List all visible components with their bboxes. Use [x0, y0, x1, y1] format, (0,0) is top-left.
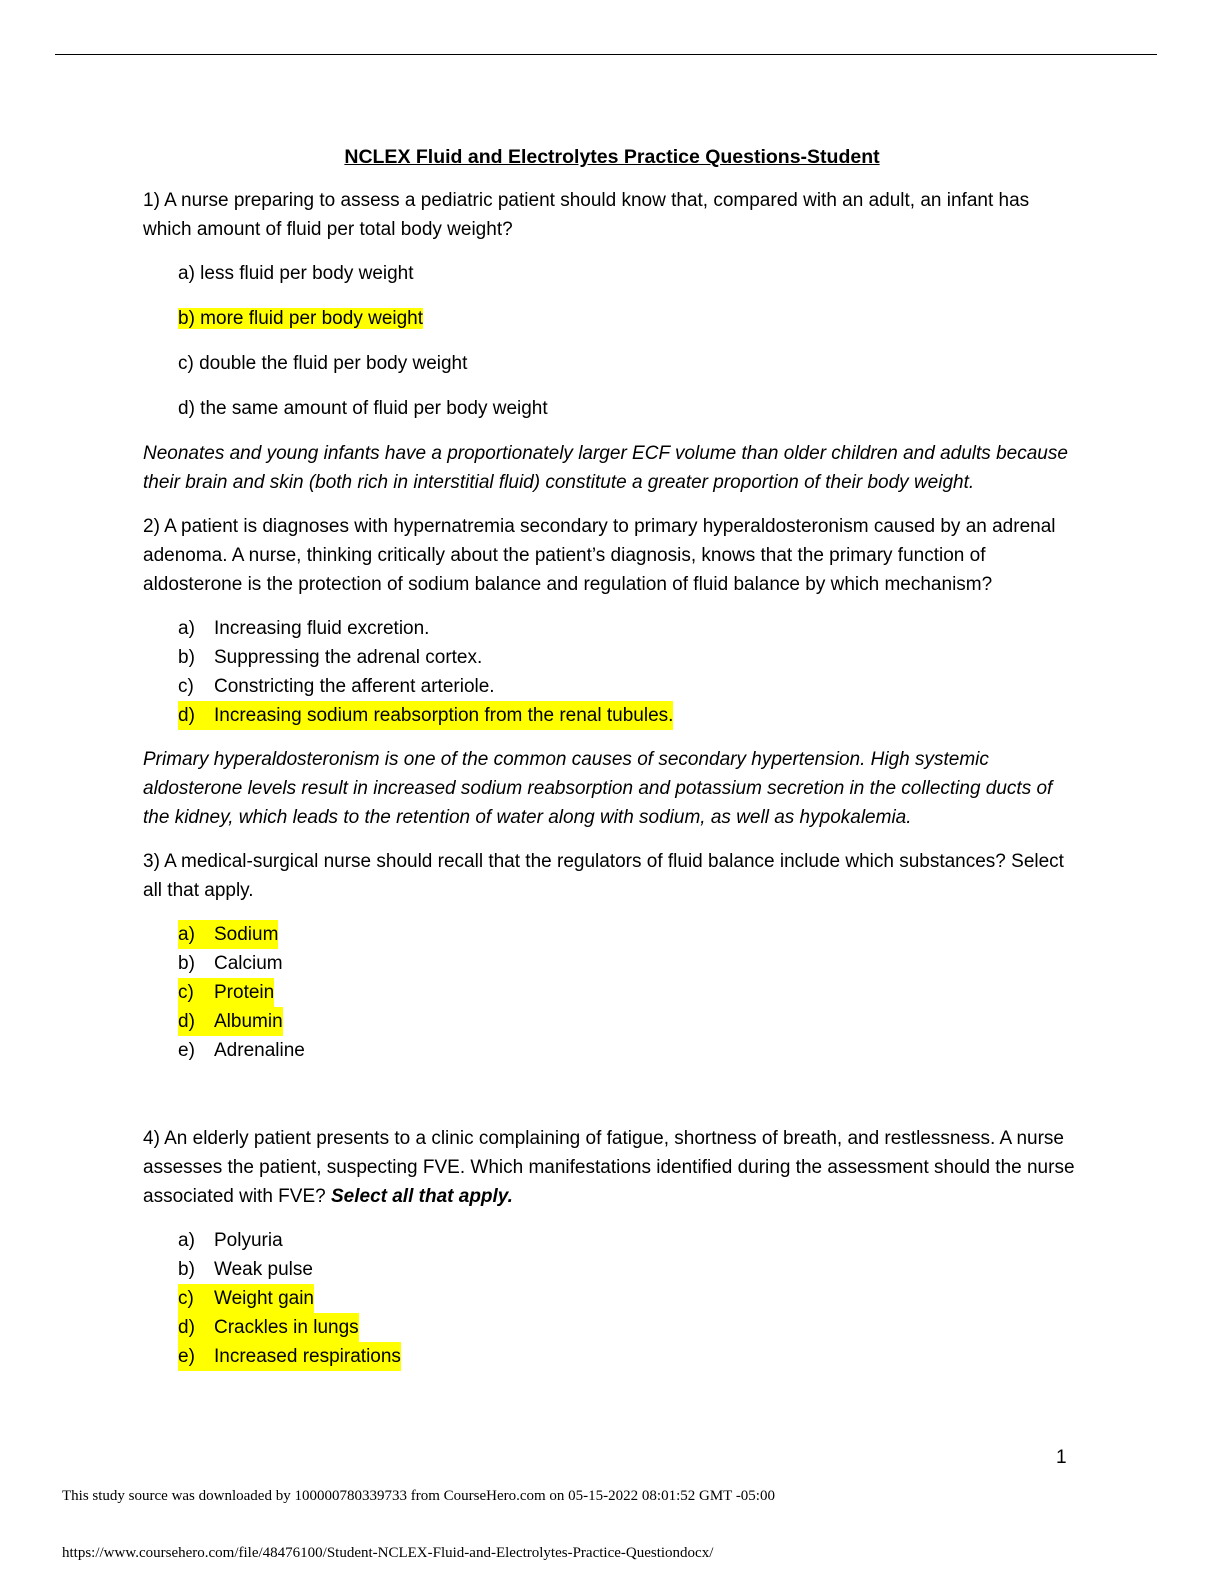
question-3-option-b: b) Calcium — [178, 953, 283, 974]
question-3-option-e: e) Adrenaline — [178, 1040, 305, 1061]
question-4-option-d: d) Crackles in lungs — [143, 1313, 1078, 1342]
question-1-rationale: Neonates and young infants have a proportionately larger ECF volume than older children and adults because their brain and skin (both rich in interstitial fluid) constitute a greater proportion of their body weight. — [143, 443, 1068, 493]
download-note: This study source was downloaded by 100000780339733 from CourseHero.com on 05-15-2022 08:01:52 GMT -05:00 — [62, 1488, 775, 1504]
question-2-option-a: a) Increasing fluid excretion. — [178, 618, 430, 639]
question-3-option-a: a) Sodium — [143, 920, 1078, 949]
question-4-option-a: a) Polyuria — [178, 1230, 283, 1251]
document-body — [143, 186, 1078, 1386]
question-3-options — [143, 920, 1078, 1065]
question-3-option-d: d) Albumin — [143, 1007, 1078, 1036]
source-url[interactable]: https://www.coursehero.com/file/48476100/Student-NCLEX-Fluid-and-Electrolytes-Practice-Questiondocx/ — [62, 1545, 714, 1561]
question-1-option-d: d) the same amount of fluid per body weight — [178, 398, 548, 419]
question-3-option-c: c) Protein — [143, 978, 1078, 1007]
header-rule — [55, 54, 1157, 55]
question-4-option-b: b) Weak pulse — [178, 1259, 313, 1280]
question-4-option-e: e) Increased respirations — [143, 1342, 1078, 1371]
question-3-text: 3) A medical-surgical nurse should recall that the regulators of fluid balance include which substances? Select all that apply. — [143, 851, 1064, 901]
question-4-options — [143, 1226, 1078, 1371]
question-1-text: 1) A nurse preparing to assess a pediatric patient should know that, compared with an adult, an infant has which amount of fluid per total body weight? — [143, 190, 1030, 240]
question-2-options — [143, 614, 1078, 730]
question-2-option-c: c) Constricting the afferent arteriole. — [178, 676, 495, 697]
question-1-option-a: a) less fluid per body weight — [178, 263, 414, 284]
blank-spacer — [143, 1080, 1078, 1124]
question-2-text: 2) A patient is diagnoses with hypernatremia secondary to primary hyperaldosteronism caused by an adrenal adenoma. A nurse, thinking critically about the patient’s diagnosis, knows that the primary function of aldosterone is the protection of sodium balance and regulation of fluid balance by which mechanism? — [143, 516, 1056, 595]
question-4-option-c: c) Weight gain — [143, 1284, 1078, 1313]
question-2-rationale: Primary hyperaldosteronism is one of the common causes of secondary hypertension. High systemic aldosterone levels result in increased sodium reabsorption and potassium secretion in the collecting ducts of the kidney, which leads to the retention of water along with sodium, as well as hypokalemia. — [143, 749, 1053, 828]
question-1-option-c: c) double the fluid per body weight — [178, 353, 468, 374]
question-2-option-b: b) Suppressing the adrenal cortex. — [178, 647, 483, 668]
question-2-option-d: d) Increasing sodium reabsorption from the renal tubules. — [143, 701, 1078, 730]
question-1-option-b: b) more fluid per body weight — [178, 308, 424, 329]
document-title: NCLEX Fluid and Electrolytes Practice Questions-Student — [344, 146, 880, 168]
question-4-emphasis: Select all that apply. — [330, 1186, 513, 1207]
question-4-text: 4) An elderly patient presents to a clinic complaining of fatigue, shortness of breath, and restlessness. A nurse assesses the patient, suspecting FVE. Which manifestations identified during the assessment should the nurse associated with FVE? Select all that apply. — [143, 1128, 1075, 1207]
page-number: 1 — [1056, 1447, 1067, 1468]
